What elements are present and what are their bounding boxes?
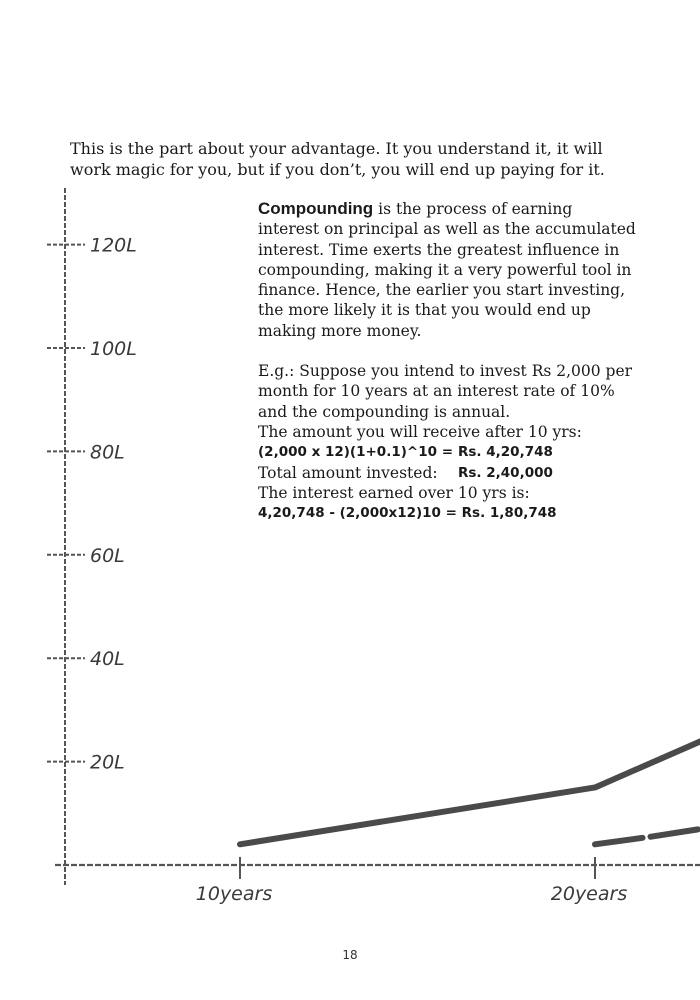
amount-value: Rs. 4,20,748 [458, 444, 553, 461]
definition-paragraph [258, 199, 638, 341]
compounding-explanation [258, 199, 638, 523]
definition-text: is the process of earning interest on principal as well as the accumulated interest. Time exerts the greatest influence in compounding, making it a very powerful tool in finance. Hence, the earlier you start investing, the more likely it is that you would end up making more money. [258, 200, 636, 340]
series-line-late [595, 829, 700, 845]
definition-term: Compounding [258, 199, 374, 218]
x-tick-label: 10years [195, 883, 273, 905]
y-tick-label: 120L [90, 234, 137, 257]
amount-calculation [258, 442, 638, 462]
example-question: The amount you will receive after 10 yrs: [258, 422, 582, 441]
series-line-early [240, 741, 700, 844]
invested-row [258, 463, 638, 483]
intro-paragraph: This is the part about your advantage. It you understand it, it will work magic for you, but if you don’t, you will end up paying for it. [70, 139, 605, 179]
interest-formula: 4,20,748 - (2,000x12)10 = Rs. 1,80,748 [258, 505, 557, 522]
page-number: 18 [342, 948, 358, 962]
y-tick-label: 40L [90, 648, 125, 671]
y-tick-label: 100L [90, 338, 137, 360]
interest-label: The interest earned over 10 yrs is: [258, 483, 530, 502]
invested-label: Total amount invested: [258, 463, 438, 482]
invested-value: Rs. 2,40,000 [458, 464, 553, 481]
example-intro: E.g.: Suppose you intend to invest Rs 2,000 per month for 10 years at an interest rate of 10% and the compounding is annual. [258, 362, 633, 421]
y-tick-label: 20L [90, 751, 125, 774]
amount-formula: (2,000 x 12)(1+0.1)^10 = [258, 444, 454, 461]
y-tick-label: 80L [90, 441, 125, 464]
x-tick-label: 20years [550, 883, 628, 905]
y-tick-label: 60L [90, 544, 125, 567]
